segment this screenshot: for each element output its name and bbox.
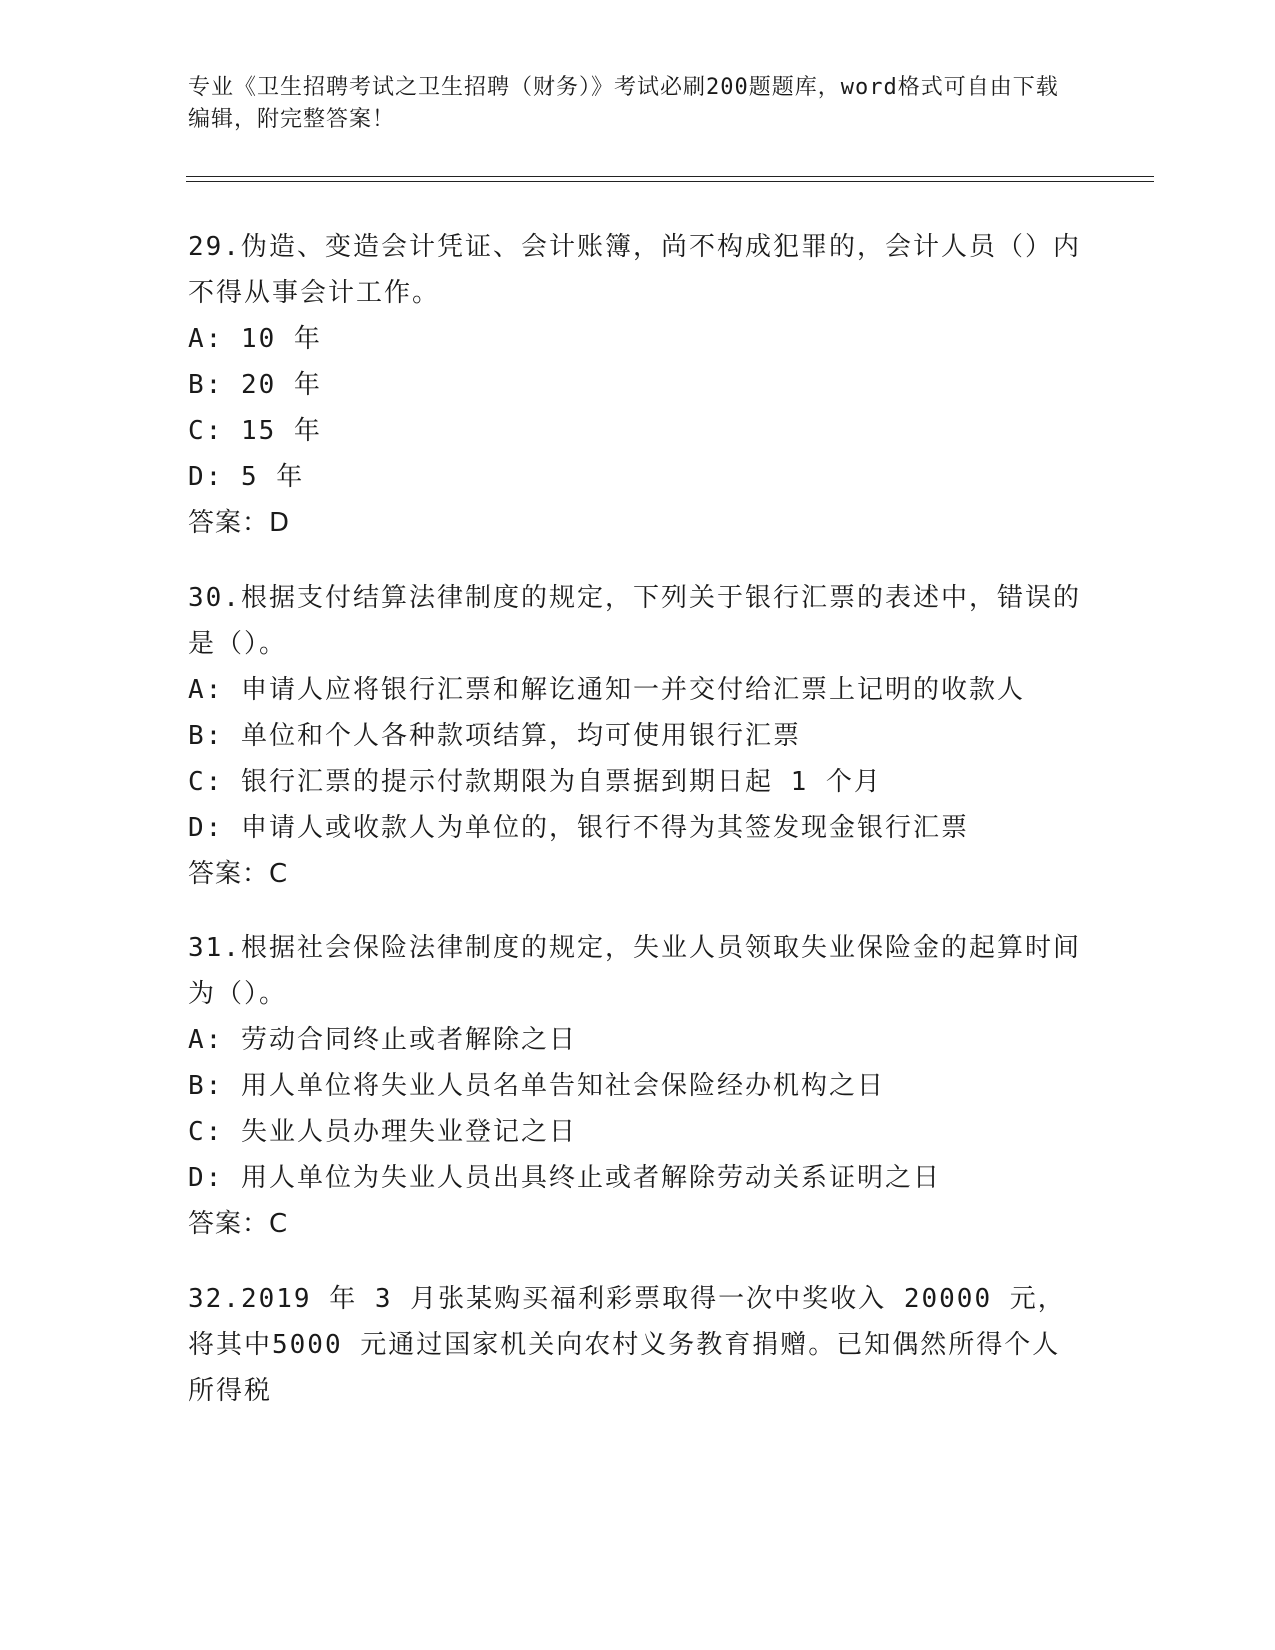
option-a: A: 申请人应将银行汇票和解讫通知一并交付给汇票上记明的收款人 xyxy=(188,675,1025,705)
document-header: 专业《卫生招聘考试之卫生招聘（财务）》考试必刷200题题库，word格式可自由下载编辑，附完整答案！ xyxy=(188,75,1059,132)
option-b: B: 用人单位将失业人员名单告知社会保险经办机构之日 xyxy=(188,1071,885,1101)
question-32 xyxy=(188,1276,1088,1414)
option-d: D: 申请人或收款人为单位的，银行不得为其签发现金银行汇票 xyxy=(188,813,969,843)
header-divider xyxy=(186,176,1154,182)
option-b: B: 20 年 xyxy=(188,370,322,400)
question-29 xyxy=(188,224,1088,546)
option-d: D: 用人单位为失业人员出具终止或者解除劳动关系证明之日 xyxy=(188,1163,941,1193)
answer-line: 答案：C xyxy=(188,1209,289,1239)
question-stem: 32.2019 年 3 月张某购买福利彩票取得一次中奖收入 20000 元，将其中5000 元通过国家机关向农村义务教育捐赠。已知偶然所得个人所得税 xyxy=(188,1284,1066,1406)
question-stem: 29.伪造、变造会计凭证、会计账簿，尚不构成犯罪的，会计人员（）内不得从事会计工作。 xyxy=(188,232,1081,308)
option-a: A: 10 年 xyxy=(188,324,322,354)
question-30 xyxy=(188,575,1088,897)
option-c: C: 15 年 xyxy=(188,416,322,446)
answer-line: 答案：C xyxy=(188,859,289,889)
question-stem: 30.根据支付结算法律制度的规定，下列关于银行汇票的表述中，错误的是（）。 xyxy=(188,583,1081,659)
option-c: C: 失业人员办理失业登记之日 xyxy=(188,1117,577,1147)
answer-line: 答案：D xyxy=(188,508,291,538)
question-stem: 31.根据社会保险法律制度的规定，失业人员领取失业保险金的起算时间为（）。 xyxy=(188,933,1081,1009)
option-d: D: 5 年 xyxy=(188,462,305,492)
option-a: A: 劳动合同终止或者解除之日 xyxy=(188,1025,577,1055)
option-c: C: 银行汇票的提示付款期限为自票据到期日起 1 个月 xyxy=(188,767,882,797)
question-31 xyxy=(188,925,1088,1247)
option-b: B: 单位和个人各种款项结算，均可使用银行汇票 xyxy=(188,721,801,751)
